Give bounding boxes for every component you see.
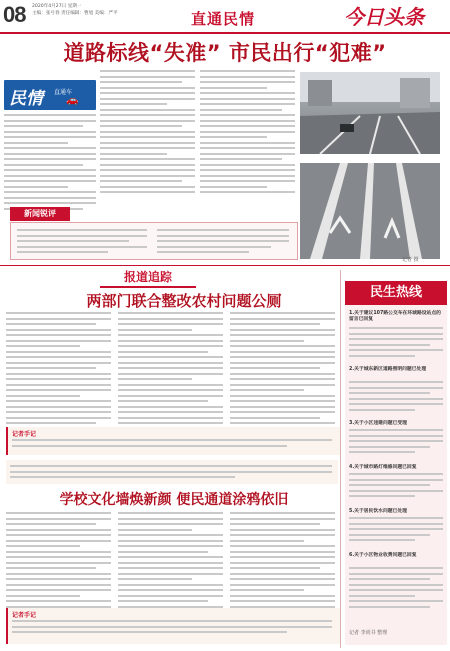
commentary-box bbox=[10, 222, 298, 260]
reporter-note-1 bbox=[6, 427, 340, 455]
report-body-col1 bbox=[6, 312, 111, 428]
page-number: 08 bbox=[3, 2, 26, 27]
hotline-item-body bbox=[349, 381, 443, 414]
minqing-banner bbox=[4, 80, 96, 110]
masthead-logo bbox=[338, 0, 448, 30]
road-photo-bottom bbox=[300, 163, 440, 259]
main-headline: 道路标线“失准” 市民出行“犯难” bbox=[63, 41, 387, 65]
article-body-col1 bbox=[4, 114, 96, 213]
hotline-item-body bbox=[349, 429, 443, 457]
logo-text: 今日头条 bbox=[344, 5, 424, 29]
hotline-item: 6.关于小区物业收费问题已回复 bbox=[349, 553, 417, 558]
report-headline-2: 学校文化墙焕新颜 便民通道涂鸦依旧 bbox=[59, 492, 289, 508]
issue-editors: 主编：张号春 责任编辑：曹旭 美编：严平 bbox=[32, 10, 118, 16]
hotline-item: 5.关于居民饮水问题已处理 bbox=[349, 509, 407, 514]
hotline-item: 1.关于建议107路公交车在环城路设站点的留言已回复 bbox=[349, 311, 441, 322]
hotline-item-body bbox=[349, 327, 443, 360]
road-scene-illustration bbox=[300, 72, 440, 154]
report2-body-col1 bbox=[6, 512, 111, 611]
issue-date: 2020年4月27日 星期一 bbox=[32, 4, 82, 9]
report-body-col3 bbox=[230, 312, 335, 428]
hotline-item: 2.关于城东新区道路照明问题已处理 bbox=[349, 367, 427, 372]
article-body-col3 bbox=[200, 70, 295, 197]
note-body-2 bbox=[12, 620, 332, 637]
commentary-tag: 新闻锐评 bbox=[10, 207, 70, 221]
road-markings-illustration bbox=[300, 163, 440, 259]
column-divider bbox=[340, 270, 341, 648]
section-separator bbox=[0, 265, 450, 266]
report-tag: 报道追踪 bbox=[100, 268, 196, 288]
report2-body-col2 bbox=[118, 512, 223, 611]
hotline-item-body bbox=[349, 473, 443, 501]
commentary-body-left bbox=[17, 229, 147, 257]
report2-body-col3 bbox=[230, 512, 335, 611]
hotline-credit: 记者 李尚书 整理 bbox=[349, 630, 388, 636]
road-photo-top bbox=[300, 72, 440, 154]
commentary-strip-body bbox=[10, 465, 332, 482]
note-title-1: 记者手记 bbox=[12, 431, 37, 438]
banner-title: 民情 bbox=[9, 89, 43, 109]
hotline-title: 民生热线 bbox=[345, 281, 447, 305]
photo-caption: 记者 摄 bbox=[402, 257, 419, 263]
note-body-1 bbox=[12, 439, 332, 450]
article-body-col2 bbox=[100, 70, 195, 197]
section-title: 直通民情 bbox=[190, 10, 255, 28]
issue-meta bbox=[32, 4, 137, 17]
report-headline: 两部门联合整改农村问题公厕 bbox=[86, 292, 282, 310]
reporter-note-2 bbox=[6, 608, 340, 644]
note-title-2: 记者手记 bbox=[12, 612, 37, 619]
hotline-item: 4.关于城市路灯维修问题已回复 bbox=[349, 465, 417, 470]
hotline-column bbox=[345, 305, 447, 645]
hotline-item-body bbox=[349, 567, 443, 611]
hotline-item-body bbox=[349, 517, 443, 545]
top-rule bbox=[0, 32, 450, 34]
car-icon: 🚗 bbox=[66, 95, 79, 106]
hotline-item: 3.关于小区违建问题已受理 bbox=[349, 421, 407, 426]
commentary-body-right bbox=[157, 229, 289, 257]
commentary-strip bbox=[6, 460, 338, 484]
report-body-col2 bbox=[118, 312, 223, 428]
banner-subtitle: 直通车 bbox=[54, 89, 73, 96]
